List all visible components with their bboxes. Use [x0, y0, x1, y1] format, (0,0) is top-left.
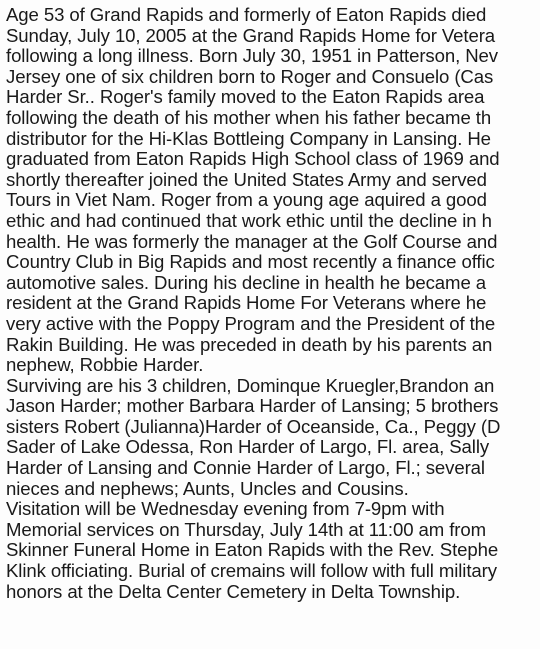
text-line: health. He was formerly the manager at the Golf Course and: [6, 231, 498, 252]
text-line: Rakin Building. He was preceded in death by his parents an: [6, 334, 493, 355]
text-line: honors at the Delta Center Cemetery in Delta Township.: [6, 581, 461, 602]
text-line: Memorial services on Thursday, July 14th at 11:00 am from: [6, 519, 487, 540]
text-line: Surviving are his 3 children, Dominque Kruegler,Brandon an: [6, 375, 495, 396]
text-line: Jersey one of six children born to Roger and Consuelo (Cas: [6, 66, 494, 87]
text-line: Tours in Viet Nam. Roger from a young age aquired a good: [6, 190, 487, 211]
text-line: Harder of Lansing and Connie Harder of Largo, Fl.; several: [6, 458, 485, 479]
text-line: Harder Sr.. Roger's family moved to the Eaton Rapids area: [6, 87, 485, 108]
text-line: very active with the Poppy Program and the President of the: [6, 313, 496, 334]
text-line: Sader of Lake Odessa, Ron Harder of Largo, Fl. area, Sally: [6, 437, 490, 458]
obituary-text: [6, 5, 540, 602]
text-line: Age 53 of Grand Rapids and formerly of Eaton Rapids died: [6, 5, 487, 25]
text-line: Skinner Funeral Home in Eaton Rapids with the Rev. Stephe: [6, 540, 499, 561]
text-line: sisters Robert (Julianna)Harder of Oceanside, Ca., Peggy (D: [6, 416, 501, 437]
text-line: automotive sales. During his decline in health he became a: [6, 272, 486, 293]
text-line: nieces and nephews; Aunts, Uncles and Cousins.: [6, 478, 409, 499]
text-line: ethic and had continued that work ethic until the decline in h: [6, 210, 492, 231]
text-line: Klink officiating. Burial of cremains will follow with full military: [6, 561, 497, 582]
text-line: Jason Harder; mother Barbara Harder of Lansing; 5 brothers: [6, 396, 499, 417]
text-line: Country Club in Big Rapids and most recently a finance offic: [6, 252, 495, 273]
text-line: following a long illness. Born July 30, 1951 in Patterson, Nev: [6, 46, 498, 67]
text-line: shortly thereafter joined the United States Army and served: [6, 169, 487, 190]
text-line: Sunday, July 10, 2005 at the Grand Rapids Home for Vetera: [6, 25, 496, 46]
text-line: nephew, Robbie Harder.: [6, 355, 204, 376]
text-line: following the death of his mother when his father became th: [6, 107, 492, 128]
text-line: Visitation will be Wednesday evening from 7-9pm with: [6, 499, 445, 520]
text-line: distributor for the Hi-Klas Bottleing Company in Lansing. He: [6, 128, 491, 149]
text-line: resident at the Grand Rapids Home For Veterans where he: [6, 293, 487, 314]
text-line: graduated from Eaton Rapids High School class of 1969 and: [6, 149, 500, 170]
